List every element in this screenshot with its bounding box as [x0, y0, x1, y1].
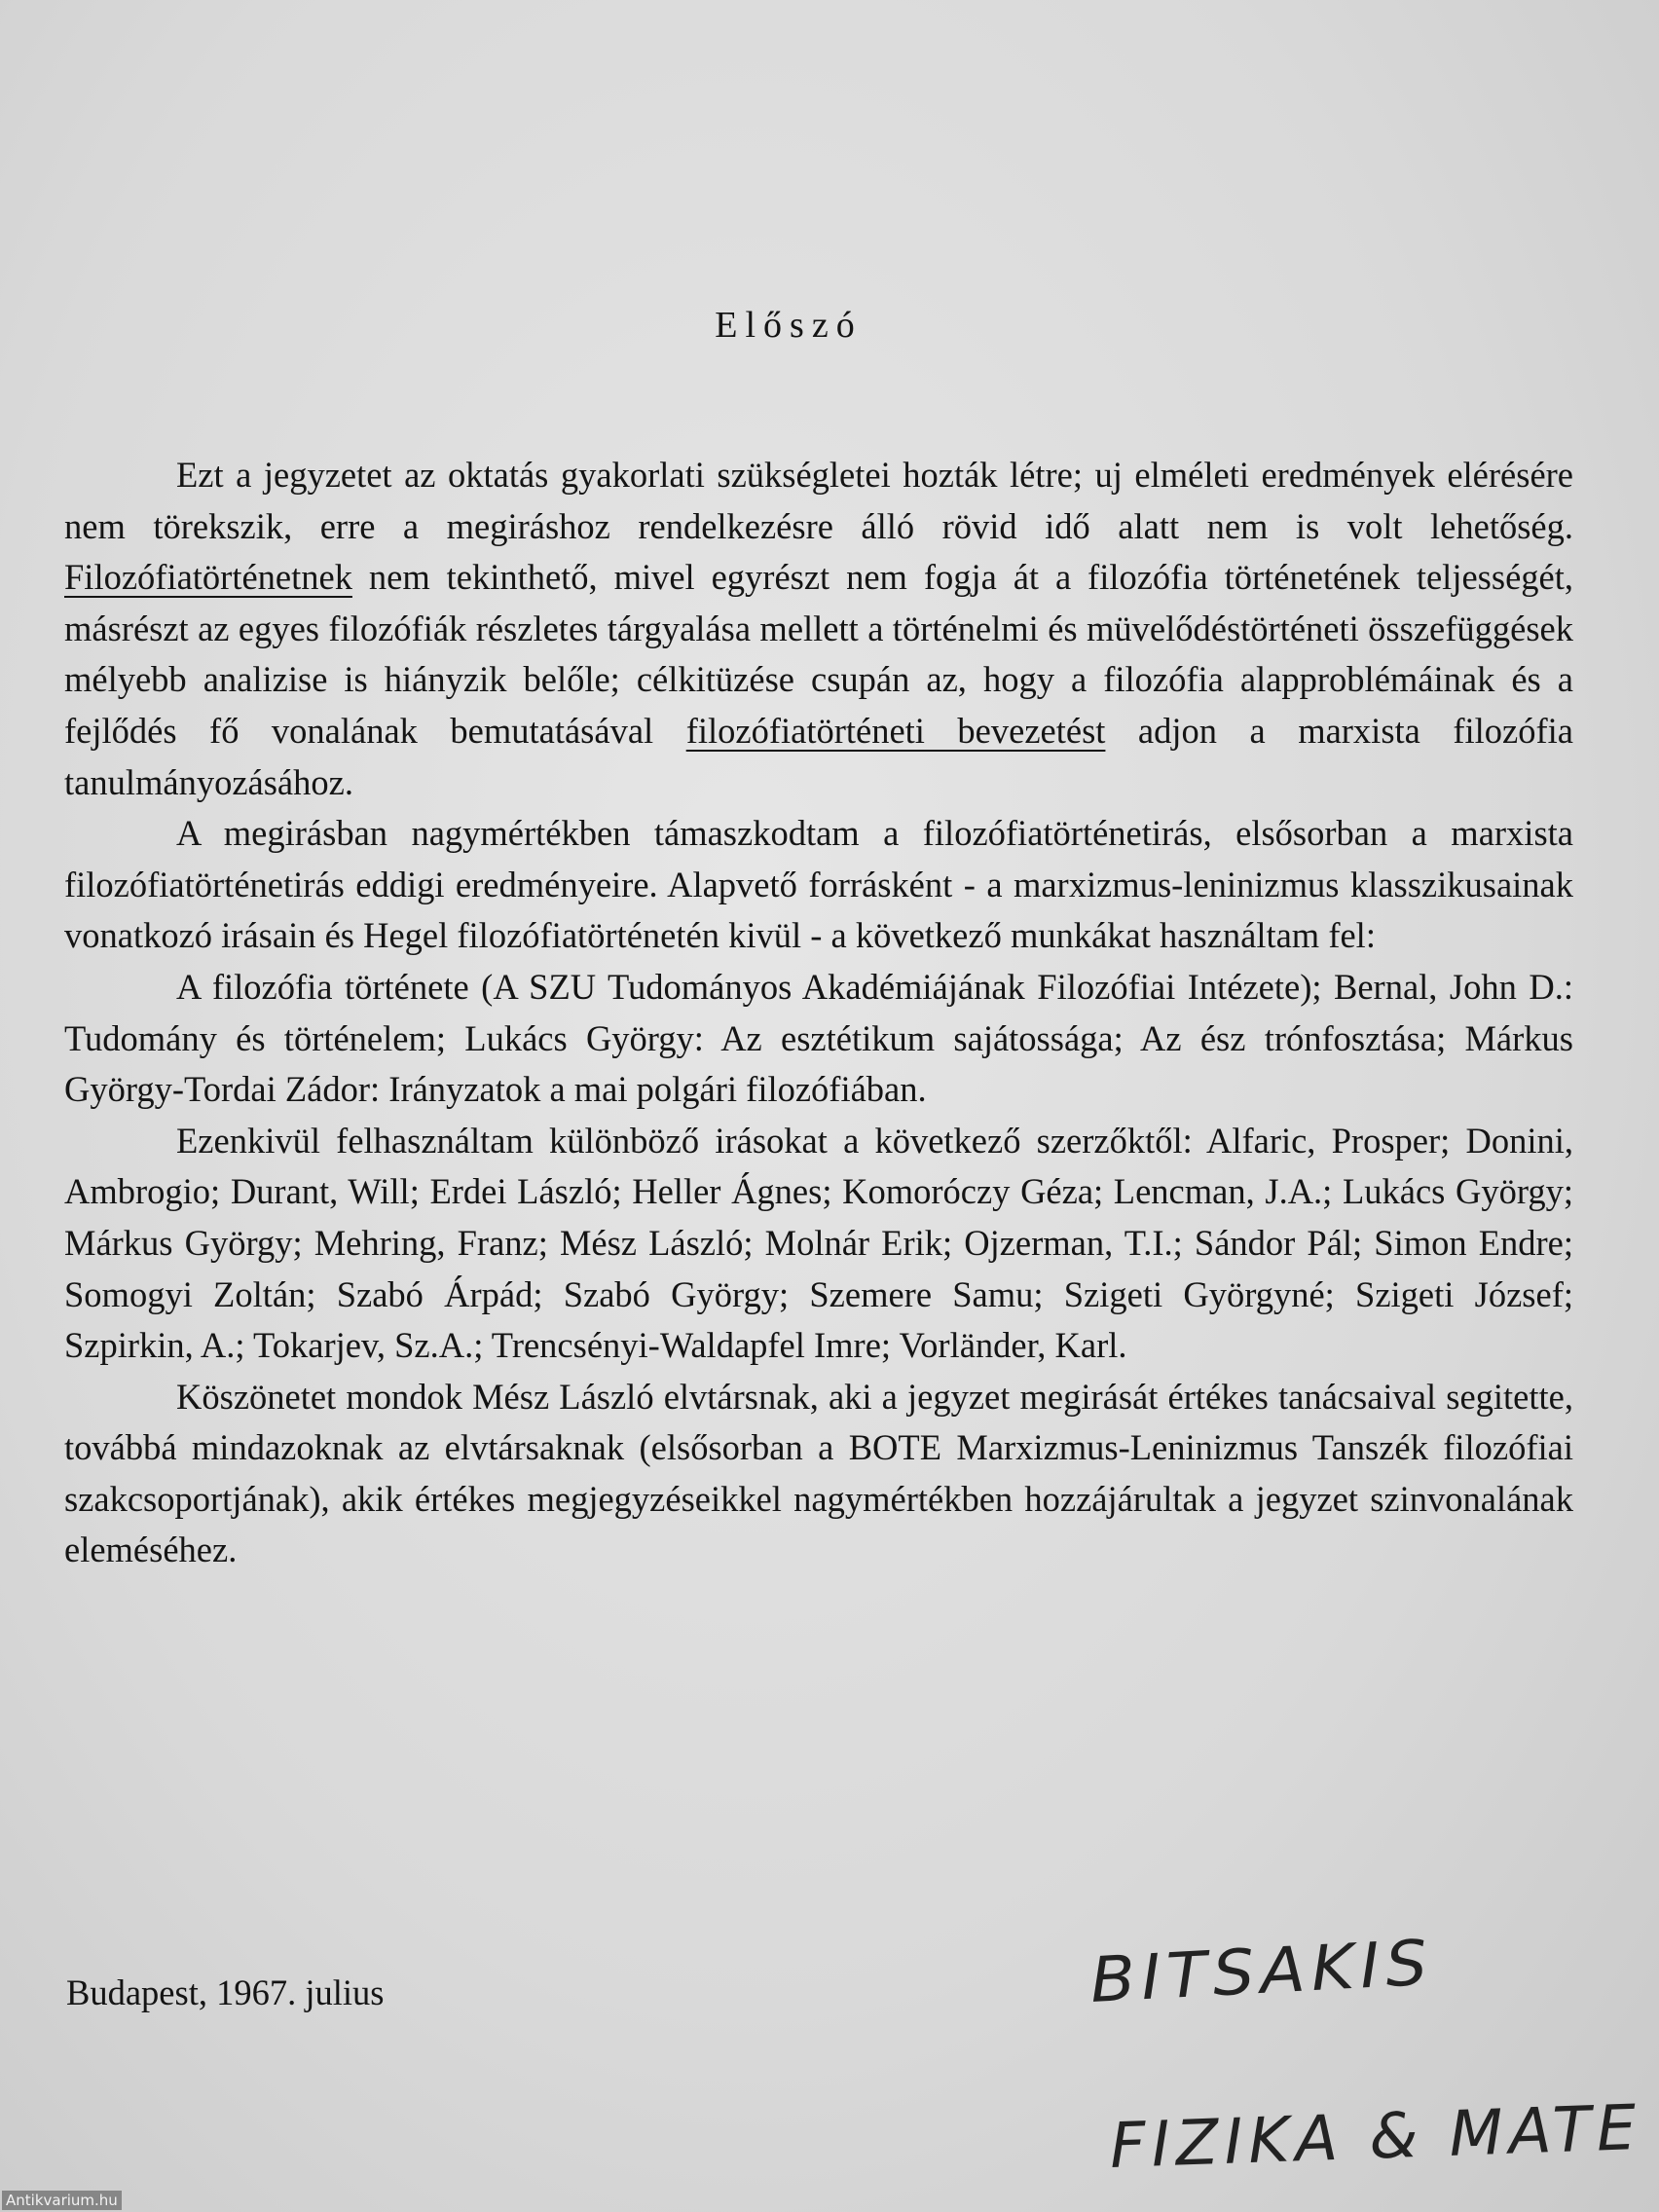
paragraph-1-middle: nem tekinthető, mivel egyrészt nem fogja át a filozófia történetének teljességét, másrészt az egyes filozófiák részletes tárgyalása mellett a történelmi és müvelődéstörténeti összefüggések mélyebb analizise is hiányzik belőle; célkitüzése csupán az, hogy a filozófia alapproblémáinak és a fejlődés fő vonalának bemutatásával: [64, 557, 1573, 751]
handwritten-note: FIZIKA & MATE: [1108, 2091, 1643, 2183]
underlined-term-2: filozófiatörténeti bevezetést: [685, 710, 1106, 751]
preface-body: [64, 450, 1573, 1576]
paragraph-1-before: Ezt a jegyzetet az oktatás gyakorlati szükségletei hozták létre; uj elméleti eredmények elérésére nem törekszik, erre a megiráshoz rendelkezésre álló rövid idő alatt nem is volt lehetőség.: [64, 455, 1573, 546]
paragraph-1-after: adjon a marxista filozófia tanulmányozásához.: [64, 710, 1573, 802]
paragraph-2: A megirásban nagymértékben támaszkodtam a filozófiatörténetirás, elsősorban a marxista filozófiatörténetirás eddigi eredményeire. Alapvető forrásként - a marxizmus-leninizmus klasszikusainak vonatkozó irásain és Hegel filozófiatörténetén kivül - a következő munkákat használtam fel:: [64, 813, 1573, 956]
underlined-term-1: Filozófiatörténetnek: [64, 557, 352, 598]
watermark: Antikvarium.hu: [2, 2191, 122, 2210]
dateline: Budapest, 1967. julius: [66, 1972, 385, 2012]
page-title: Előszó: [715, 305, 863, 346]
handwritten-signature: BITSAKIS: [1088, 1927, 1435, 2017]
paragraph-3: A filozófia története (A SZU Tudományos Akadémiájának Filozófiai Intézete); Bernal, John D.: Tudomány és történelem; Lukács György: Az esztétikum sajátossága; Az ész trónfosztása; Márkus György-Tordai Zádor: Irányzatok a mai polgári filozófiában.: [64, 966, 1573, 1110]
paragraph-4: Ezenkivül felhasználtam különböző irásokat a következő szerzőktől: Alfaric, Prosper; Donini, Ambrogio; Durant, Will; Erdei László; Heller Ágnes; Komoróczy Géza; Lencman, J.A.; Lukács György; Márkus György; Mehring, Franz; Mész László; Molnár Erik; Ojzerman, T.I.; Sándor Pál; Simon Endre; Somogyi Zoltán; Szabó Árpád; Szabó György; Szemere Samu; Szigeti Györgyné; Szigeti József; Szpirkin, A.; Tokarjev, Sz.A.; Trencsényi-Waldapfel Imre; Vorländer, Karl.: [64, 1120, 1573, 1366]
paragraph-1: [64, 450, 1573, 808]
paragraph-5: Köszönetet mondok Mész László elvtársnak, aki a jegyzet megirását értékes tanácsaival segitette, továbbá mindazoknak az elvtársaknak (elsősorban a BOTE Marxizmus-Leninizmus Tanszék filozófiai szakcsoportjának), akik értékes megjegyzéseikkel nagymértékben hozzájárultak a jegyzet szinvonalának eleméséhez.: [64, 1376, 1573, 1570]
